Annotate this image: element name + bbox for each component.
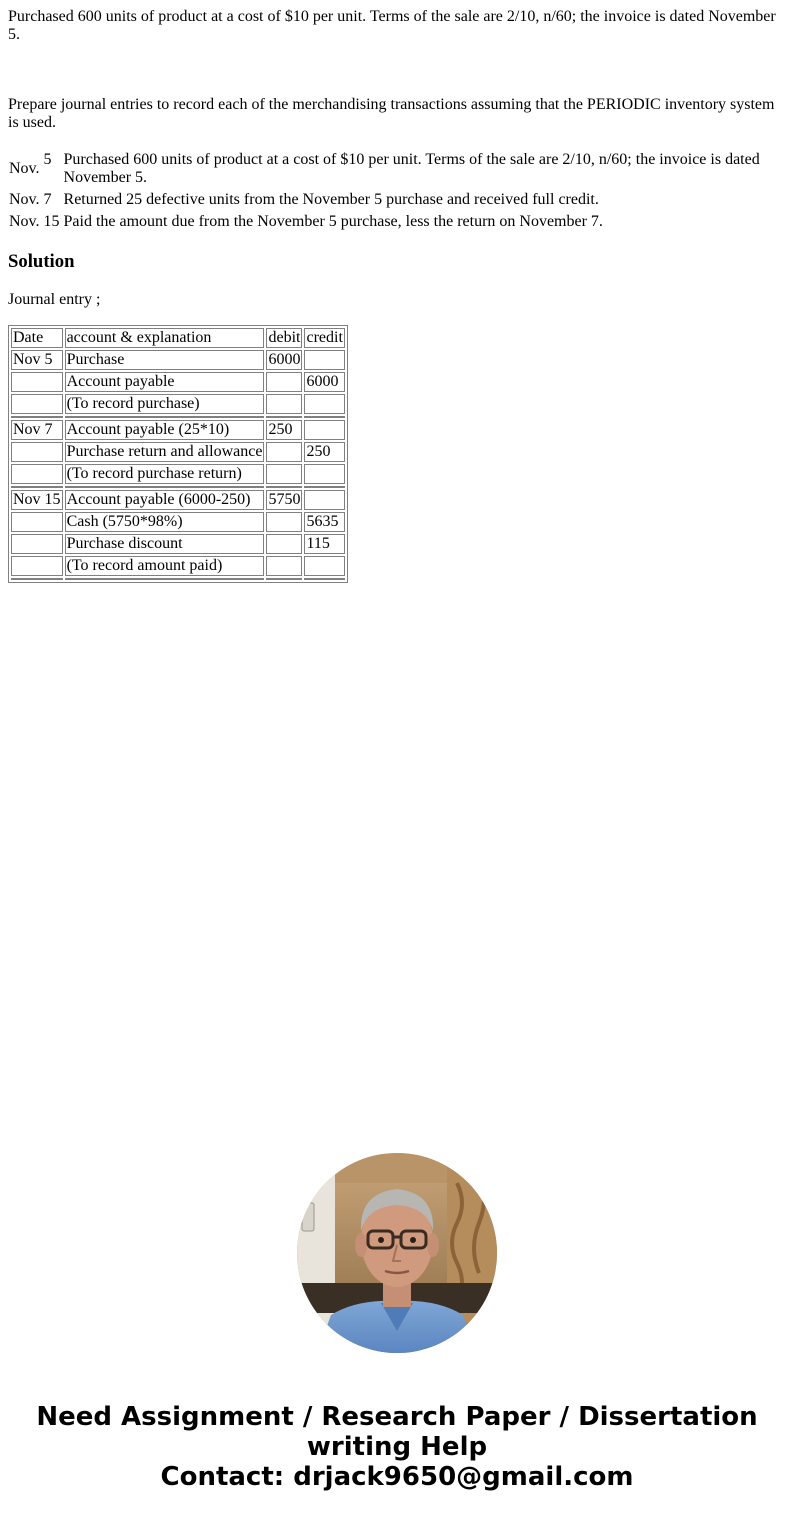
spacer-cell — [304, 416, 344, 418]
document-body — [8, 8, 786, 583]
journal-row — [11, 464, 345, 484]
entry-date: Nov 7 — [11, 420, 63, 440]
entry-debit — [266, 394, 302, 414]
entry-debit — [266, 556, 302, 576]
journal-row — [11, 490, 345, 510]
question-prompt: Prepare journal entries to record each of the merchandising transactions assuming that the PERIODIC inventory system is used. — [8, 96, 775, 131]
entry-date — [11, 464, 63, 484]
entry-credit — [304, 394, 344, 414]
entry-credit: 115 — [304, 534, 344, 554]
entry-date — [11, 394, 63, 414]
journal-row — [11, 556, 345, 576]
journal-row — [11, 372, 345, 392]
spacer-cell — [304, 486, 344, 488]
journal-row — [11, 512, 345, 532]
promo-line-2: writing Help — [306, 1432, 488, 1462]
entry-account: Account payable — [65, 372, 265, 392]
header-credit: credit — [306, 329, 343, 346]
transaction-text: Purchased 600 units of product at a cost of $10 per unit. Terms of the sale are 2/10, n/60; the invoice is dated November 5. — [63, 151, 760, 186]
entry-credit — [304, 464, 344, 484]
journal-entry-group — [11, 420, 345, 488]
transaction-text: Returned 25 defective units from the November 5 purchase and received full credit. — [63, 191, 599, 208]
solution-heading: Solution — [8, 251, 75, 272]
spacer-cell — [266, 416, 302, 418]
header-date: Date — [11, 328, 63, 348]
transactions-table — [6, 148, 786, 234]
transaction-month: Nov. — [9, 160, 40, 177]
question-intro: Purchased 600 units of product at a cost of $10 per unit. Terms of the sale are 2/10, n/60; the invoice is dated November 5. — [8, 8, 776, 43]
entry-account: Account payable (25*10) — [65, 420, 265, 440]
entry-date — [11, 372, 63, 392]
entry-debit — [266, 372, 302, 392]
spacer-cell — [65, 416, 265, 418]
entry-date — [11, 512, 63, 532]
journal-entry-label: Journal entry ; — [8, 291, 101, 308]
entry-debit: 250 — [266, 420, 302, 440]
entry-date — [11, 556, 63, 576]
entry-debit: 6000 — [268, 351, 301, 368]
entry-date — [11, 534, 63, 554]
entry-debit: 5750 — [268, 491, 301, 508]
journal-entry-group — [11, 350, 345, 418]
transaction-day: 5 — [43, 151, 52, 168]
spacer-cell — [65, 486, 265, 488]
spacer-cell — [304, 578, 344, 580]
spacer-cell — [266, 578, 302, 580]
entry-debit — [266, 512, 302, 532]
entry-account: (To record purchase) — [65, 394, 265, 414]
entry-credit: 6000 — [304, 372, 344, 392]
entry-date: Nov 5 — [11, 350, 63, 370]
journal-row — [11, 420, 345, 440]
entry-date — [11, 442, 63, 462]
promo-footer — [0, 1402, 794, 1492]
spacer-cell — [11, 416, 63, 418]
spacer-row — [11, 486, 345, 488]
spacer-cell — [11, 578, 63, 580]
transaction-row — [8, 212, 784, 232]
transaction-month: Nov. — [9, 213, 40, 230]
spacer-cell — [65, 578, 265, 580]
journal-row — [11, 534, 345, 554]
journal-entry-table — [8, 325, 348, 583]
contact-line: Contact: drjack9650@gmail.com — [160, 1462, 634, 1492]
journal-row — [11, 394, 345, 414]
entry-date: Nov 15 — [13, 491, 61, 508]
entry-account: (To record amount paid) — [65, 556, 265, 576]
journal-header-row — [11, 328, 345, 348]
transaction-text: Paid the amount due from the November 5 purchase, less the return on November 7. — [63, 213, 603, 230]
entry-credit: 250 — [304, 442, 344, 462]
entry-credit — [304, 556, 344, 576]
promo-line-1: Need Assignment / Research Paper / Dissertation — [36, 1402, 758, 1432]
entry-account: Account payable (6000-250) — [65, 490, 265, 510]
author-photo-illustration — [297, 1153, 497, 1353]
transaction-day: 7 — [43, 191, 52, 208]
entry-account: (To record purchase return) — [65, 464, 265, 484]
entry-credit — [304, 350, 344, 370]
spacer-row — [11, 578, 345, 580]
journal-entry-group — [11, 490, 345, 580]
entry-account: Purchase — [65, 350, 265, 370]
transaction-day: 15 — [43, 213, 60, 230]
transaction-row — [8, 150, 784, 188]
header-account: account & explanation — [65, 328, 265, 348]
spacer-row — [11, 416, 345, 418]
author-avatar — [297, 1153, 497, 1353]
entry-debit — [266, 464, 302, 484]
entry-credit — [304, 490, 344, 510]
transaction-month: Nov. — [9, 191, 40, 208]
header-debit: debit — [268, 329, 301, 346]
spacer-cell — [11, 486, 63, 488]
journal-row — [11, 350, 345, 370]
entry-credit: 5635 — [304, 512, 344, 532]
spacer-cell — [266, 486, 302, 488]
entry-debit — [266, 442, 302, 462]
entry-account: Purchase discount — [65, 534, 265, 554]
transaction-row — [8, 190, 784, 210]
entry-account: Purchase return and allowance — [66, 443, 263, 460]
entry-account: Cash (5750*98%) — [65, 512, 265, 532]
entry-credit — [304, 420, 344, 440]
journal-row — [11, 442, 345, 462]
entry-debit — [266, 534, 302, 554]
